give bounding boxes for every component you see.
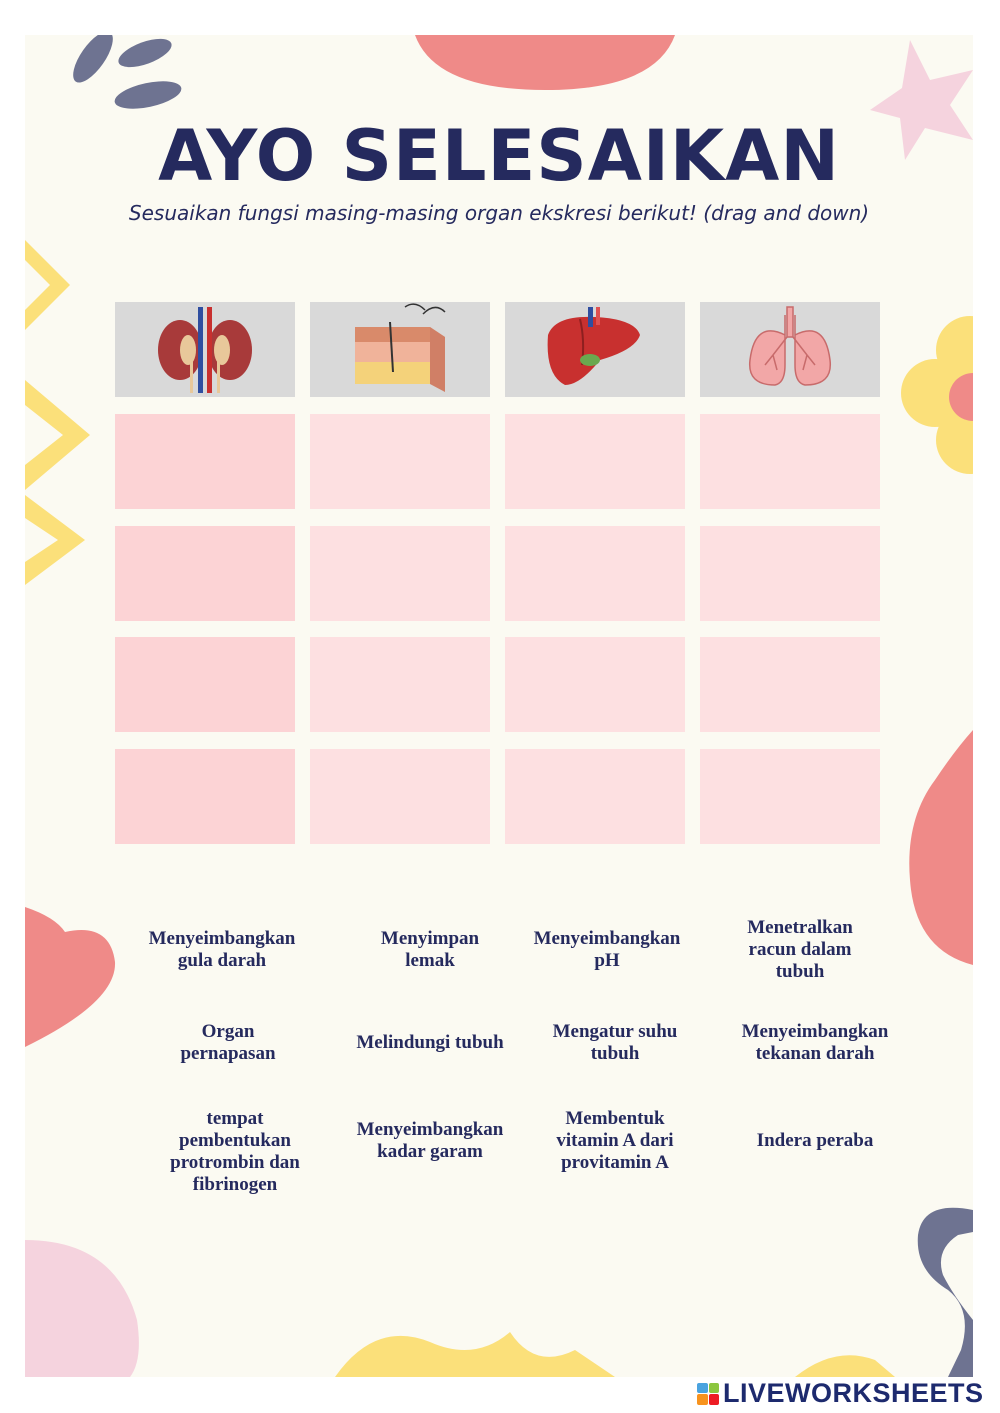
drag-option[interactable]: Membentuk vitamin A dari provitamin A bbox=[556, 1108, 674, 1173]
drop-zone-skin-3[interactable] bbox=[310, 637, 490, 732]
lungs-icon bbox=[735, 305, 845, 395]
drop-zone-skin-1[interactable] bbox=[310, 414, 490, 509]
drag-option[interactable]: Menyeimbangkan pH bbox=[533, 928, 681, 971]
drop-zone-liver-2[interactable] bbox=[505, 526, 685, 621]
kidney-icon bbox=[150, 305, 260, 395]
drag-option[interactable]: Mengatur suhu tubuh bbox=[552, 1021, 678, 1064]
zigzag-decoration bbox=[25, 240, 100, 590]
coral-circle-decoration bbox=[415, 35, 675, 95]
liveworksheets-brand: LIVEWORKSHEETS bbox=[723, 1378, 984, 1408]
drop-zone-kidney-1[interactable] bbox=[115, 414, 295, 509]
blob-decoration bbox=[905, 730, 973, 970]
drop-zone-liver-1[interactable] bbox=[505, 414, 685, 509]
worksheet-page bbox=[25, 35, 973, 1377]
drag-option[interactable]: Menetralkan racun dalam tubuh bbox=[747, 917, 853, 982]
drop-zone-kidney-2[interactable] bbox=[115, 526, 295, 621]
drag-option[interactable]: Menyeimbangkan gula darah bbox=[148, 928, 296, 971]
drag-option[interactable]: Melindungi tubuh bbox=[356, 1032, 504, 1053]
liver-icon bbox=[540, 305, 650, 395]
liveworksheets-logo[interactable] bbox=[697, 1378, 984, 1409]
flower-decoration bbox=[895, 315, 973, 475]
skin-icon bbox=[345, 302, 455, 397]
drag-option[interactable]: tempat pembentukan protrombin dan fibrinogen bbox=[170, 1108, 300, 1195]
instruction-text: Sesuaikan fungsi masing-masing organ ekskresi berikut! (drag and down) bbox=[128, 201, 870, 225]
drop-zone-lungs-4[interactable] bbox=[700, 749, 880, 844]
drop-zone-liver-4[interactable] bbox=[505, 749, 685, 844]
drop-zone-kidney-3[interactable] bbox=[115, 637, 295, 732]
page-title: AYO SELESAIKAN bbox=[158, 115, 840, 197]
drop-zone-liver-3[interactable] bbox=[505, 637, 685, 732]
drag-option[interactable]: Menyimpan lemak bbox=[380, 928, 480, 971]
heart-decoration bbox=[25, 907, 120, 1052]
drag-option[interactable]: Organ pernapasan bbox=[180, 1021, 276, 1064]
s-shape-decoration bbox=[903, 1200, 973, 1377]
drop-zone-skin-4[interactable] bbox=[310, 749, 490, 844]
drag-option[interactable]: Menyeimbangkan tekanan darah bbox=[741, 1021, 889, 1064]
drop-zone-lungs-3[interactable] bbox=[700, 637, 880, 732]
organ-card-lungs bbox=[700, 302, 880, 397]
drag-option[interactable]: Menyeimbangkan kadar garam bbox=[356, 1119, 504, 1162]
organ-card-kidney bbox=[115, 302, 295, 397]
yellow-wave-decoration bbox=[335, 1320, 955, 1377]
drop-zone-lungs-2[interactable] bbox=[700, 526, 880, 621]
organ-card-liver bbox=[505, 302, 685, 397]
drop-zone-kidney-4[interactable] bbox=[115, 749, 295, 844]
drag-option[interactable]: Indera peraba bbox=[756, 1130, 874, 1151]
drop-zone-lungs-1[interactable] bbox=[700, 414, 880, 509]
liveworksheets-logo-icon bbox=[697, 1383, 719, 1405]
organ-card-skin bbox=[310, 302, 490, 397]
pink-blob-decoration bbox=[25, 1240, 145, 1377]
leaf-decoration bbox=[53, 35, 183, 115]
drop-zone-skin-2[interactable] bbox=[310, 526, 490, 621]
